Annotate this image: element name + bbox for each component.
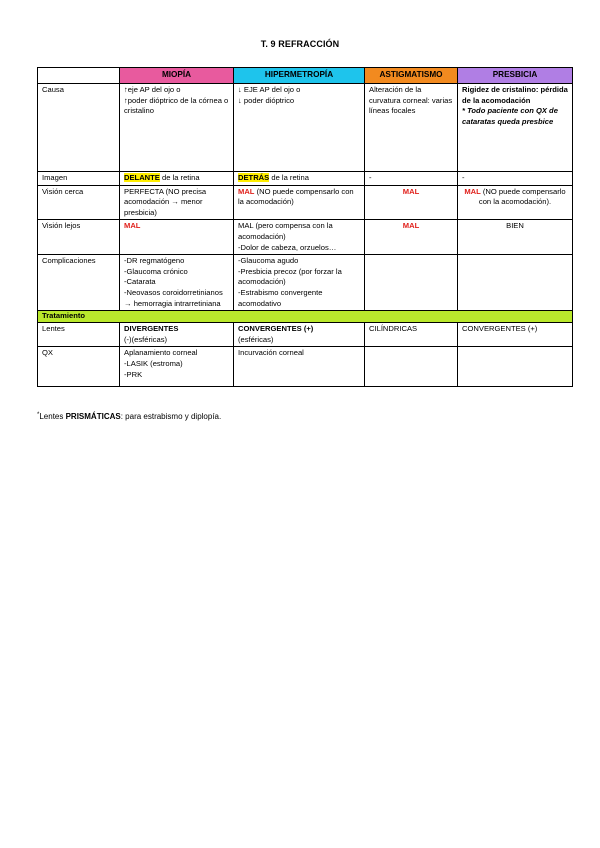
list-item: -Catarata bbox=[124, 277, 156, 287]
cerca-hiper-rest: (NO puede compensarlo con la acomodación) bbox=[238, 186, 354, 207]
lentes-hipermetropia bbox=[234, 323, 365, 347]
page-title: T. 9 REFRACCIÓN bbox=[260, 39, 340, 49]
label-qx: QX bbox=[38, 347, 120, 387]
cerca-presb-mal: MAL bbox=[464, 186, 481, 196]
header-astigmatismo: ASTIGMATISMO bbox=[365, 68, 458, 84]
qx-miopia bbox=[120, 347, 234, 387]
imagen-hiper-rest: de la retina bbox=[269, 173, 309, 182]
lejos-presbicia: BIEN bbox=[458, 220, 573, 255]
lejos-astigmatismo bbox=[365, 220, 458, 255]
list-item: -DR regmatógeno bbox=[124, 256, 185, 266]
causa-astigmatismo: Alteración de la curvatura corneal: varias líneas focales bbox=[365, 84, 458, 172]
row-lentes bbox=[38, 323, 573, 347]
causa-presb-note: * Todo paciente con QX de cataratas queda presbice bbox=[462, 106, 558, 126]
causa-hiper-line1: ↓ EJE AP del ojo o bbox=[238, 85, 301, 94]
label-vision-cerca: Visión cerca bbox=[38, 185, 120, 220]
lentes-miopia-line1: DIVERGENTES bbox=[124, 324, 179, 334]
footnote-bold: PRISMÁTICAS bbox=[65, 412, 121, 421]
row-imagen bbox=[38, 172, 573, 186]
lentes-hiper-line2: (esféricas) bbox=[238, 334, 274, 344]
lentes-presbicia: CONVERGENTES (+) bbox=[458, 323, 573, 347]
header-row bbox=[38, 68, 573, 84]
causa-miopia-line1: ↑eje AP del ojo o bbox=[124, 85, 181, 94]
cerca-astigmatismo bbox=[365, 185, 458, 220]
row-complicaciones bbox=[38, 255, 573, 311]
imagen-miopia bbox=[120, 172, 234, 186]
footnote bbox=[37, 411, 221, 422]
header-presbicia: PRESBICIA bbox=[458, 68, 573, 84]
row-vision-cerca bbox=[38, 185, 573, 220]
label-complicaciones: Complicaciones bbox=[38, 255, 120, 311]
header-hipermetropia: HIPERMETROPÍA bbox=[234, 68, 365, 84]
complicaciones-hipermetropia bbox=[234, 255, 365, 311]
imagen-miopia-highlight: DELANTE bbox=[124, 173, 160, 182]
footnote-prefix: Lentes bbox=[39, 412, 66, 421]
qx-presbicia bbox=[458, 347, 573, 387]
imagen-miopia-rest: de la retina bbox=[159, 173, 200, 182]
imagen-astigmatismo: - bbox=[365, 172, 458, 186]
footnote-mark: * bbox=[37, 412, 40, 418]
imagen-presbicia: - bbox=[458, 172, 573, 186]
causa-miopia bbox=[120, 84, 234, 172]
lejos-hipermetropia bbox=[234, 220, 365, 255]
lejos-miopia bbox=[120, 220, 234, 255]
label-causa: Causa bbox=[38, 84, 120, 172]
list-item: -Presbicia precoz (por forzar la acomodación) bbox=[238, 266, 342, 287]
header-empty bbox=[38, 68, 120, 84]
complicaciones-miopia bbox=[120, 255, 234, 311]
cerca-hipermetropia bbox=[234, 185, 365, 220]
complicaciones-presbicia bbox=[458, 255, 573, 311]
imagen-hiper-highlight: DETRÁS bbox=[238, 173, 270, 182]
label-imagen: Imagen bbox=[38, 172, 120, 186]
qx-astigmatismo bbox=[365, 347, 458, 387]
list-item: -Neovasos coroidorretinianos → hemorragia intrarretiniana bbox=[124, 287, 223, 308]
lejos-hiper-line1: MAL (pero compensa con la acomodación) bbox=[238, 221, 333, 241]
list-item: -Glaucoma agudo bbox=[238, 256, 299, 266]
lejos-hiper-line2: -Dolor de cabeza, orzuelos… bbox=[238, 242, 337, 252]
complicaciones-astigmatismo bbox=[365, 255, 458, 311]
causa-presb-text: Rigidez de cristalino: pérdida de la acomodación bbox=[462, 85, 568, 105]
list-item: -PRK bbox=[124, 369, 143, 379]
causa-hiper-line2: ↓ poder dióptrico bbox=[238, 95, 295, 105]
header-miopia: MIOPÍA bbox=[120, 68, 234, 84]
refraction-table bbox=[37, 67, 573, 387]
cerca-presb-rest: (NO puede compensarlo con la acomodación). bbox=[478, 186, 566, 207]
lejos-astig-mal: MAL bbox=[402, 221, 420, 231]
lentes-miopia bbox=[120, 323, 234, 347]
lentes-hiper-line1: CONVERGENTES (+) bbox=[238, 324, 314, 334]
causa-miopia-line2: ↑poder dióptrico de la córnea o cristalino bbox=[124, 95, 229, 116]
list-item: Aplanamiento corneal bbox=[124, 348, 198, 358]
lejos-miopia-mal: MAL bbox=[124, 221, 141, 231]
row-causa bbox=[38, 84, 573, 172]
label-tratamiento: Tratamiento bbox=[38, 311, 573, 323]
row-vision-lejos bbox=[38, 220, 573, 255]
list-item: -Estrabismo convergente acomodativo bbox=[238, 287, 323, 308]
list-item: -LASIK (estroma) bbox=[124, 358, 183, 368]
cerca-hiper-mal: MAL bbox=[238, 186, 255, 196]
footnote-rest: : para estrabismo y diplopía. bbox=[120, 412, 222, 421]
cerca-presbicia bbox=[458, 185, 573, 220]
qx-hipermetropia: Incurvación corneal bbox=[234, 347, 365, 387]
label-vision-lejos: Visión lejos bbox=[38, 220, 120, 255]
label-lentes: Lentes bbox=[38, 323, 120, 347]
lentes-astigmatismo: CILÍNDRICAS bbox=[365, 323, 458, 347]
lentes-miopia-line2: (-)(esféricas) bbox=[124, 334, 168, 344]
cerca-astig-mal: MAL bbox=[402, 186, 420, 196]
causa-hipermetropia bbox=[234, 84, 365, 172]
imagen-hipermetropia bbox=[234, 172, 365, 186]
cerca-miopia: PERFECTA (NO precisa acomodación → menor presbicia) bbox=[120, 185, 234, 220]
causa-presbicia bbox=[458, 84, 573, 172]
list-item: -Glaucoma crónico bbox=[124, 266, 188, 276]
row-qx bbox=[38, 347, 573, 387]
row-tratamiento bbox=[38, 311, 573, 323]
